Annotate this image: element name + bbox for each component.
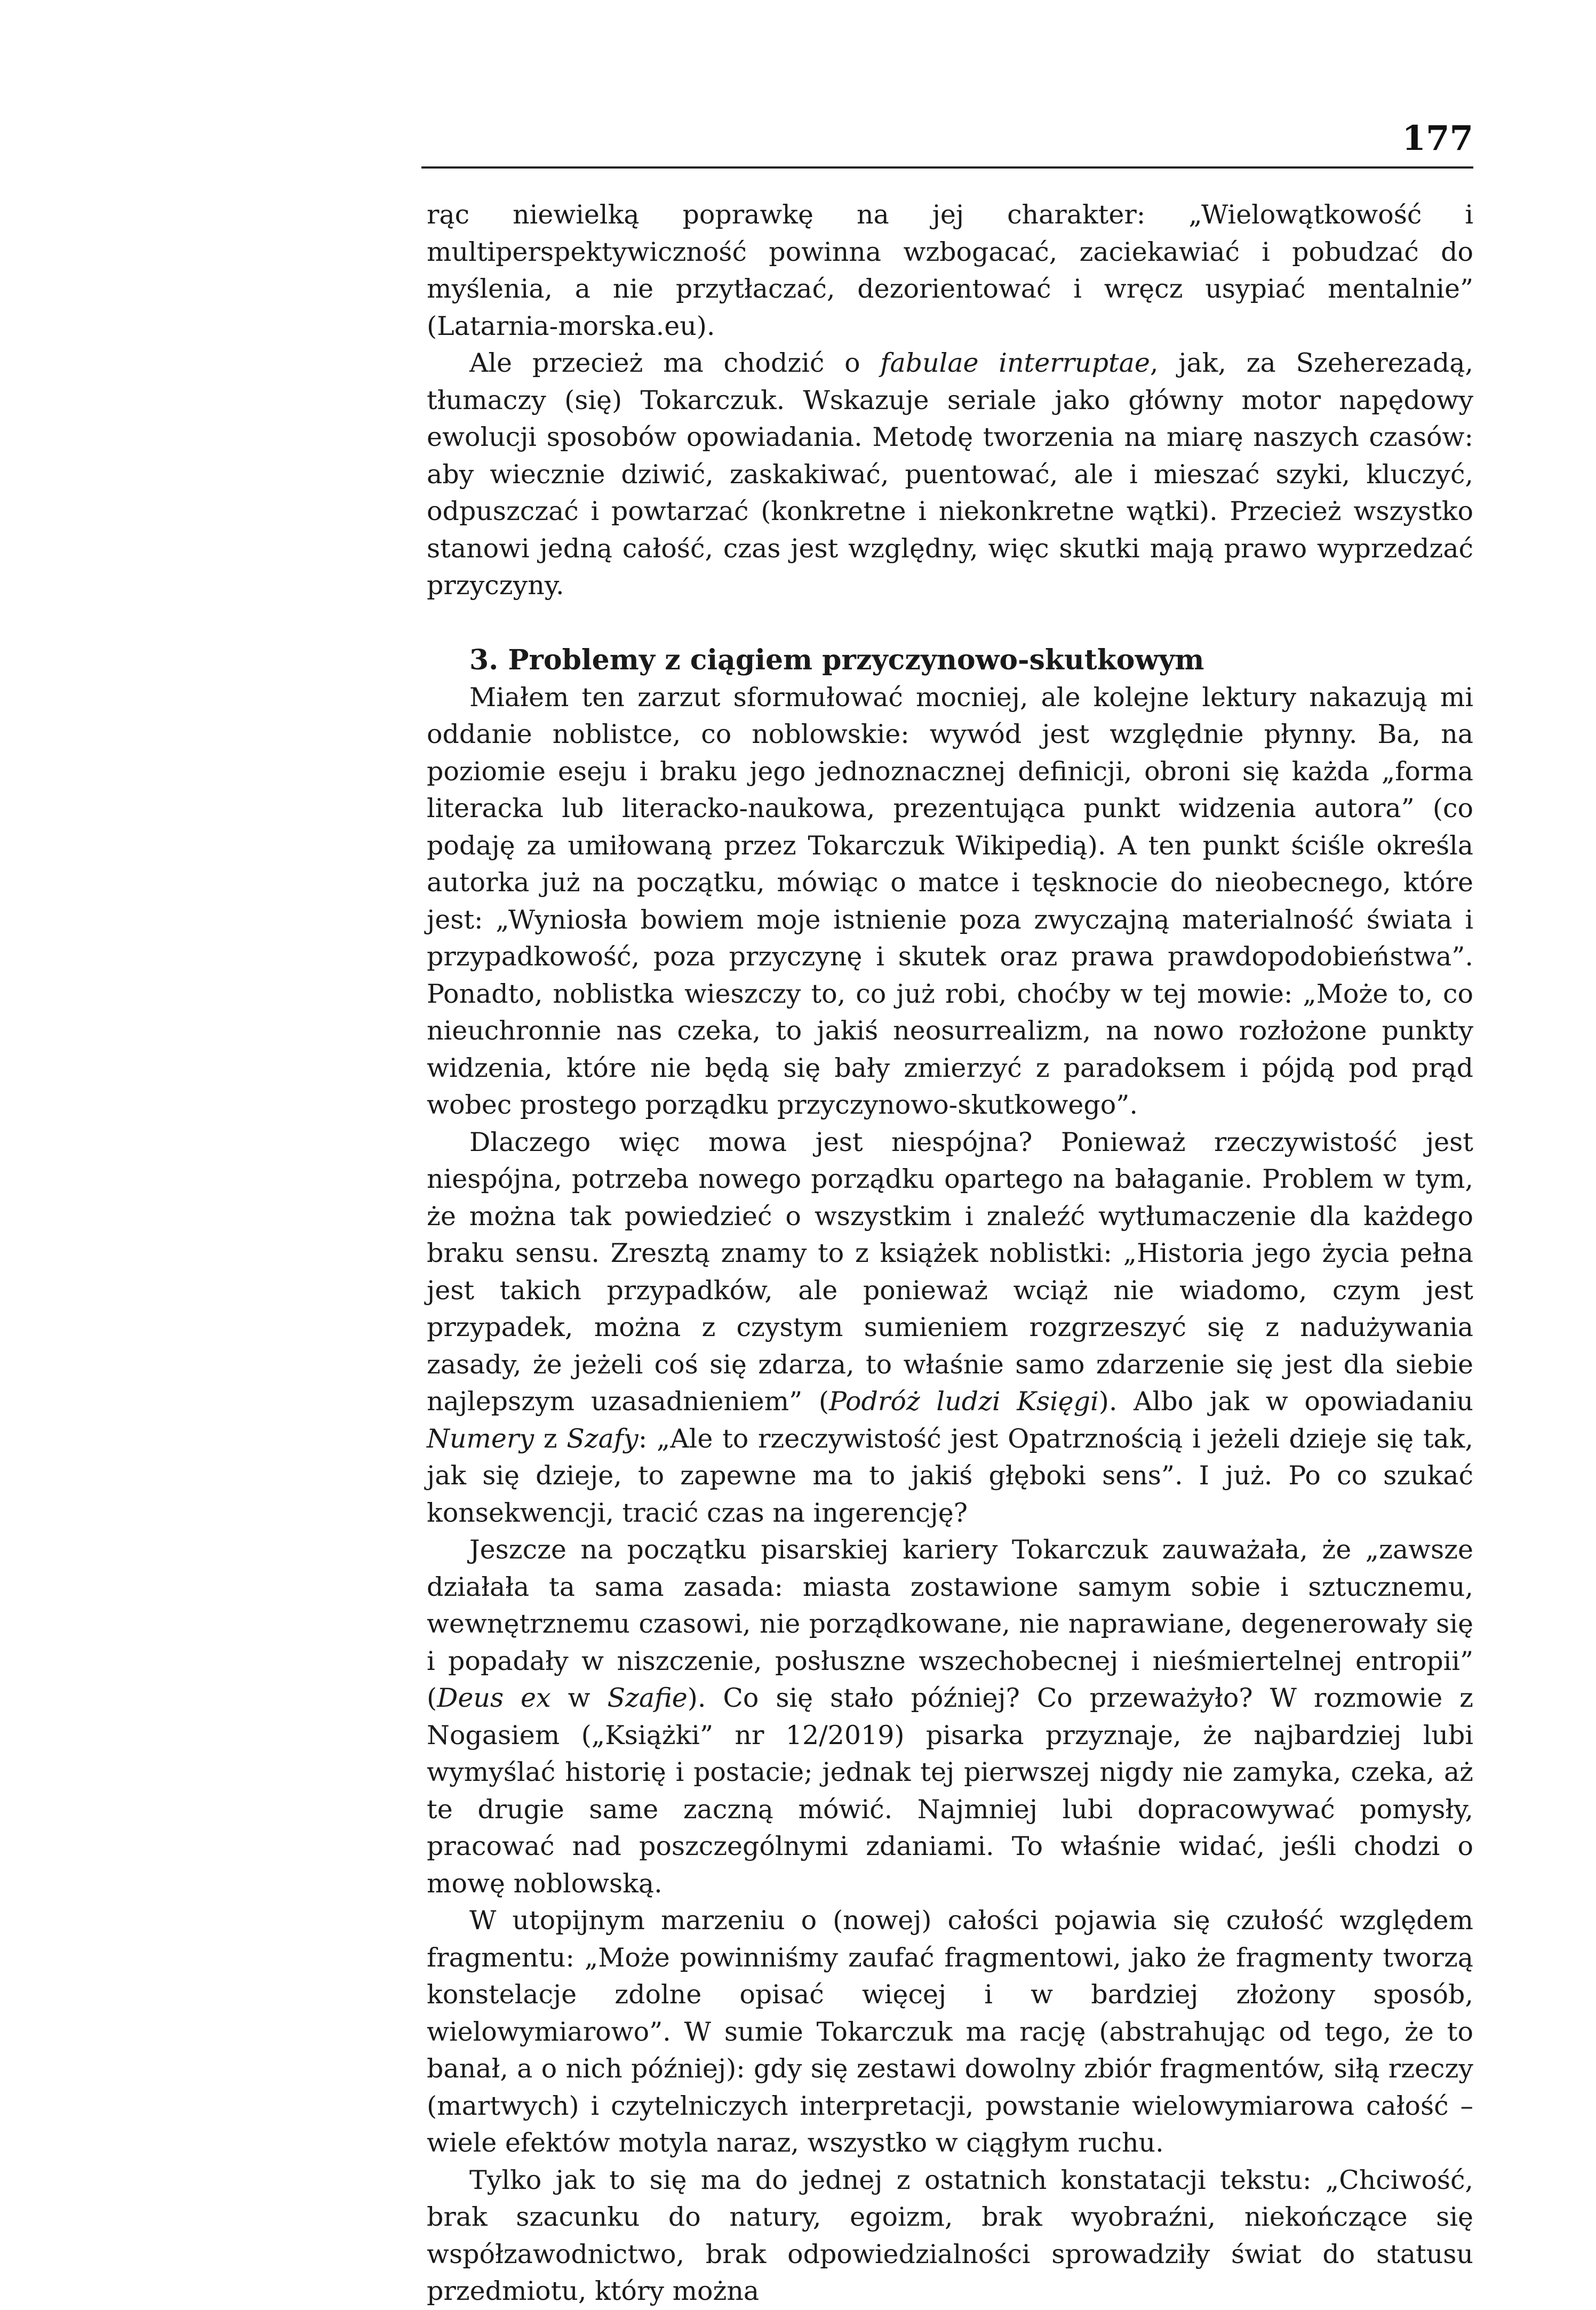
italic-title: Numery [427, 1423, 534, 1454]
section-heading: 3. Problemy z ciągiem przyczynowo-skutkowym [469, 643, 1204, 676]
paragraph-6: W utopijnym marzeniu o (nowej) całości pojawia się czułość względem fragmentu: „Może powinniśmy zaufać fragmentowi, jako że fragmenty tworzą konstelacje zdolne opisać więcej i w bardziej złożony sposób, wielowymiarowo”. W sumie Tokarczuk ma rację (abstrahując od tego, że to banał, a o nich później): gdy się zestawi dowolny zbiór fragmentów, siłą rzeczy (martwych) i czytelniczych interpretacji, powstanie wielowymiarowa całość – wiele efektów motyla naraz, wszystko w ciągłym ruchu. [427, 1905, 1473, 2158]
paragraph-1: rąc niewielką poprawkę na jej charakter: „Wielowątkowość i multiperspektywiczność powinna wzbogacać, zaciekawiać i pobudzać do myślenia, a nie przytłaczać, dezorientować i wręcz usypiać mentalnie” (Latarnia-morska.eu). [427, 199, 1473, 341]
paragraph-5: Jeszcze na początku pisarskiej kariery Tokarczuk zauważała, że „zawsze działała ta sama zasada: miasta zostawione samym sobie i sztucznemu, wewnętrznemu czasowi, nie porządkowane, nie naprawiane, degenerowały się i popadały w niszczenie, posłuszne wszechobecnej i nieśmiertelnej entropii” (Deus ex w Szafie). Co się stało później? Co przeważyło? W rozmowie z Nogasiem („Książki” nr 12/2019) pisarka przyznaje, że najbardziej lubi wymyślać historię i postacie; jednak tej pierwszej nigdy nie zamyka, czeka, aż te drugie same zaczną mówić. Najmniej lubi dopracowywać pomysły, pracować nad poszczególnymi zdaniami. To właśnie widać, jeśli chodzi o mowę noblowską. [427, 1534, 1473, 1899]
italic-title: Podróż ludzi Księgi [829, 1386, 1099, 1417]
italic-title: fabulae interruptae [880, 348, 1150, 378]
paragraph-2: Ale przecież ma chodzić o fabulae interruptae, jak, za Szeherezadą, tłumaczy (się) Tokarczuk. Wskazuje seriale jako główny motor napędowy ewolucji sposobów opowiadania. Metodę tworzenia na miarę naszych czasów: aby wiecznie dziwić, zaskakiwać, puentować, ale i mieszać szyki, kluczyć, odpuszczać i powtarzać (konkretne i niekonkretne wątki). Przecież wszystko stanowi jedną całość, czas jest względny, więc skutki mają prawo wyprzedzać przyczyny. [427, 348, 1473, 601]
header-rule [421, 166, 1473, 169]
italic-title: Deus ex [437, 1683, 551, 1713]
page-number: 177 [1402, 118, 1473, 158]
body-text [427, 196, 1473, 2310]
paragraph-3: Miałem ten zarzut sformułować mocniej, ale kolejne lektury nakazują mi oddanie noblistce, co noblowskie: wywód jest względnie płynny. Ba, na poziomie eseju i braku jego jednoznacznej definicji, obroni się każda „forma literacka lub literacko-naukowa, prezentująca punkt widzenia autora” (co podaję za umiłowaną przez Tokarczuk Wikipedią). A ten punkt ściśle określa autorka już na początku, mówiąc o matce i tęsknocie do nieobecnego, które jest: „Wyniosła bowiem moje istnienie poza zwyczajną materialność świata i przypadkowość, poza przyczynę i skutek oraz prawa prawdopodobieństwa”. Ponadto, noblistka wieszczy to, co już robi, choćby w tej mowie: „Może to, co nieuchronnie nas czeka, to jakiś neosurrealizm, na nowo rozłożone punkty widzenia, które nie będą się bały zmierzyć z paradoksem i pójdą pod prąd wobec prostego porządku przyczynowo-skutkowego”. [427, 682, 1473, 1120]
italic-title: Szafie [607, 1683, 688, 1713]
paragraph-7: Tylko jak to się ma do jednej z ostatnich konstatacji tekstu: „Chciwość, brak szacunku do natury, egoizm, brak wyobraźni, niekończące się współzawodnictwo, brak odpowiedzialności sprowadziły świat do statusu przedmiotu, który można [427, 2164, 1473, 2306]
italic-title: Szafy [566, 1423, 639, 1454]
paragraph-4: Dlaczego więc mowa jest niespójna? Ponieważ rzeczywistość jest niespójna, potrzeba nowego porządku opartego na bałaganie. Problem w tym, że można tak powiedzieć o wszystkim i znaleźć wytłumaczenie dla każdego braku sensu. Zresztą znamy to z książek noblistki: „Historia jego życia pełna jest takich przypadków, ale ponieważ wciąż nie wiadomo, czym jest przypadek, można z czystym sumieniem rozgrzeszyć się z nadużywania zasady, że jeżeli coś się zdarza, to właśnie samo zdarzenie się jest dla siebie najlepszym uzasadnieniem” (Podróż ludzi Księgi). Albo jak w opowiadaniu Numery z Szafy: „Ale to rzeczywistość jest Opatrznością i jeżeli dzieje się tak, jak się dzieje, to zapewne ma to jakiś głęboki sens”. I już. Po co szukać konsekwencji, tracić czas na ingerencję? [427, 1126, 1473, 1528]
